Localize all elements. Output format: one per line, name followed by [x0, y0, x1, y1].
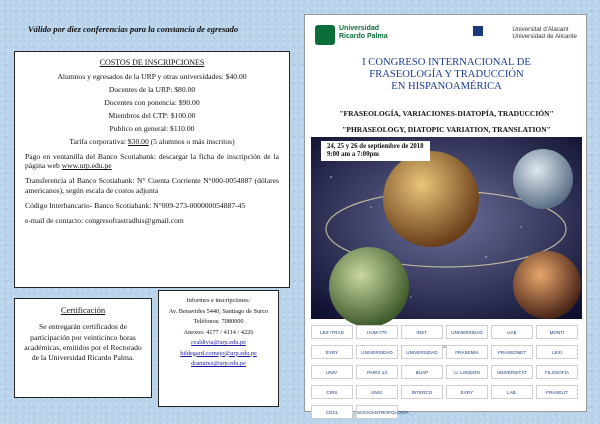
- scotiabank-instructions: [25, 152, 279, 172]
- scotiabank-text: Pago en ventanilla del Banco Scotiabank: descargar la ficha de inscripción de la página web: [25, 151, 279, 171]
- congress-title: [315, 57, 578, 93]
- sponsor-logo: LAB.: [491, 385, 533, 399]
- sponsor-logo: UNIVERSIDAD: [401, 345, 443, 359]
- cost-line: Publico en general: $110.00: [109, 123, 195, 133]
- dates-text: 24, 25 y 26 de septiembre de 2018: [327, 143, 424, 150]
- event-dates: [321, 141, 430, 161]
- ua-logo-text: [512, 26, 577, 40]
- sponsor-logo: INTERCO: [401, 385, 443, 399]
- corporate-rate: [25, 137, 279, 147]
- cost-line: Miembros del CTP: $100.00: [108, 110, 196, 120]
- urp-logo-text: [339, 25, 388, 40]
- info-phone: Teléfonos: 7080000: [193, 318, 244, 325]
- babel-globe: [383, 151, 479, 247]
- costs-panel: [14, 51, 290, 288]
- urp-logo-icon: [315, 25, 335, 45]
- cost-line: Docentes con ponencia: $90.00: [104, 98, 200, 108]
- congress-title-line: I CONGRESO INTERNACIONAL DE: [362, 57, 531, 68]
- sponsor-logo: INST.: [401, 325, 443, 339]
- portrait-globe: [513, 251, 581, 319]
- costs-title: COSTOS DE INSCRIPCIONES: [99, 58, 205, 67]
- certificate-panel: [14, 298, 152, 398]
- ua-name-2: Universidad de Alicante: [512, 33, 577, 41]
- congress-title-line: EN HISPANOAMÉRICA: [391, 80, 502, 92]
- valid-note: Válido por diez conferencias para la constancia de egresado: [28, 24, 239, 34]
- sponsor-logo: FRASEONET: [491, 345, 533, 359]
- sponsor-logo: UNIV.: [356, 385, 398, 399]
- sponsor-logo: SOCIOANTROPOLOGÍA: [356, 405, 398, 419]
- globes-illustration: [311, 137, 582, 319]
- sponsor-logo: UNIVERSIDAD: [356, 345, 398, 359]
- info-address: Av. Benavides 5440, Santiago de Surco: [168, 307, 269, 315]
- corporate-note: (5 alumnos o más inscritos): [148, 136, 235, 146]
- website-link[interactable]: www.urp.edu.pe: [61, 161, 112, 171]
- email-link[interactable]: dramirez@urp.edu.pe: [191, 360, 246, 367]
- email-link[interactable]: hildegard.cornejo@urp.edu.pe: [180, 349, 257, 357]
- transfer-info: Transferencia al Banco Scotiabank: N° Cuenta Corriente N°000-0054887 (dólares americanos), según escala de costos adjunta: [25, 176, 279, 196]
- corporate-label: Tarifa corporativa:: [69, 136, 128, 146]
- ua-logo-icon: [473, 26, 483, 36]
- sponsor-logo: UNIVERSIDAD: [446, 325, 488, 339]
- cost-line: Docentes de la URP: $80.00: [108, 85, 196, 95]
- sponsor-logo: FILOSOFÍA: [536, 365, 578, 379]
- church-globe: [513, 149, 573, 209]
- urp-name-2: Ricardo Palma: [339, 32, 388, 40]
- certificate-title: Certificación: [60, 305, 106, 315]
- contact-email: e-mail de contacto: congresofrastradhis@gmail.com: [25, 215, 184, 225]
- sponsor-logo: LEXI: [536, 345, 578, 359]
- subtitle-es: "FRASEOLOGÍA, VARIACIONES-DIATOPÍA, TRADUCCIÓN": [339, 109, 554, 118]
- logo-row: [311, 21, 581, 51]
- sponsor-logo: UNIV.: [311, 365, 353, 379]
- sponsor-logo: FRASEMIA: [446, 345, 488, 359]
- congress-panel: [304, 14, 587, 415]
- info-panel: [158, 290, 279, 407]
- sponsor-logo: BUAP: [401, 365, 443, 379]
- certificate-text: Se entregarán certificados de participación por veinticinco horas académicas, emitidos por el Rectorado de la Universidad Ricardo Palma.: [24, 322, 142, 363]
- congress-title-line: FRASEOLOGÍA Y TRADUCCIÓN: [369, 68, 524, 80]
- sponsor-logo: LEX+TRAD: [311, 325, 353, 339]
- cost-line: Alumnos y egresados de la URP y otras universidades: $40.00: [57, 72, 247, 82]
- sponsor-logo: MONTI: [536, 325, 578, 339]
- machu-picchu-globe: [329, 247, 409, 327]
- info-annex: Anexos: 4177 / 4114 / 4226: [183, 328, 254, 336]
- sponsor-logo: HUM-770: [356, 325, 398, 339]
- subtitle-en: "PHRASEOLOGY, DIATOPIC VARIATION, TRANSLATION": [342, 125, 551, 134]
- sponsor-logo: CIRS: [311, 385, 353, 399]
- interbank-code: Código Interbancario- Banco Scotiabank: N°009-273-000000054887-45: [25, 200, 246, 210]
- sponsor-logos: [311, 325, 582, 415]
- sponsor-logo: PARIS 13: [356, 365, 398, 379]
- ua-name-1: Universitat d'Alacant: [512, 26, 569, 33]
- sponsor-logo: UAE: [491, 325, 533, 339]
- sponsor-logo: EVRY: [311, 345, 353, 359]
- urp-name-1: Universidad: [339, 25, 380, 32]
- corporate-value: $30.00: [127, 136, 149, 146]
- sponsor-logo: EVRY: [446, 385, 488, 399]
- hours-text: 9:00 am a 7:00pm: [327, 151, 379, 159]
- sponsor-logo: U. LONDON: [446, 365, 488, 379]
- sponsor-logo: UNIVERSITÄT: [491, 365, 533, 379]
- sponsor-logo: CGCL: [311, 405, 353, 419]
- email-link[interactable]: rvaldivia@urp.edu.pe: [191, 339, 246, 346]
- info-title: Informes e inscripciones:: [186, 297, 251, 304]
- globes-art: [311, 137, 582, 319]
- sponsor-logo: FRASELIT: [536, 385, 578, 399]
